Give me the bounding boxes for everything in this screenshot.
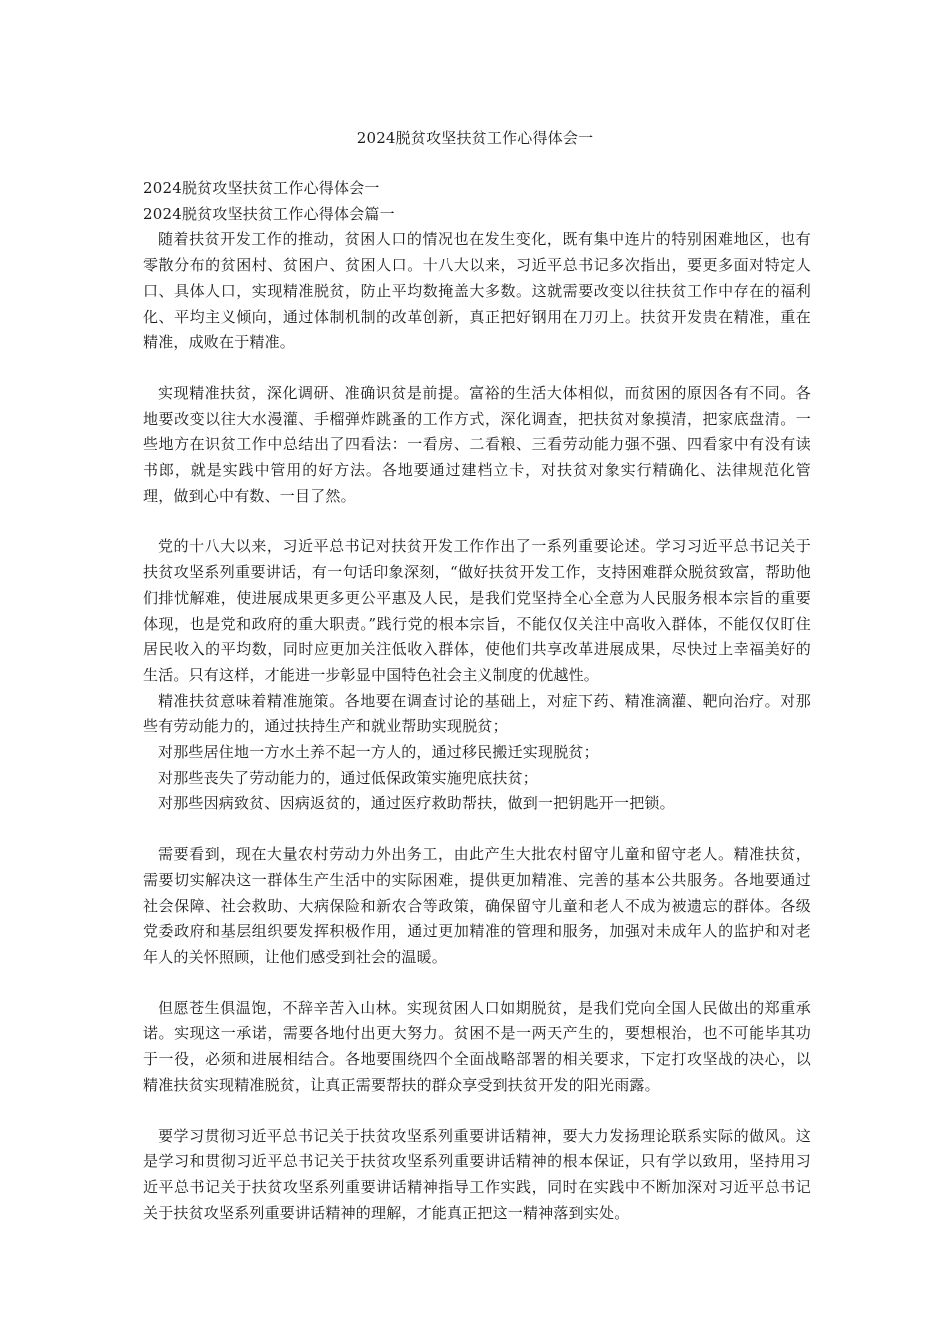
body-paragraph: 精准扶贫意味着精准施策。各地要在调查讨论的基础上，对症下药、精准滴灌、靶向治疗。对那些有劳动能力的，通过扶持生产和就业帮助实现脱贫； [143,691,811,736]
document-body [143,176,811,1226]
subtitle-line: 2024脱贫攻坚扶贫工作心得体会一 [143,179,380,197]
body-paragraph: 但愿苍生俱温饱，不辞辛苦入山林。实现贫困人口如期脱贫，是我们党向全国人民做出的郑重承诺。实现这一承诺，需要各地付出更大努力。贫困不是一两天产生的，要想根治，也不可能毕其功于一役，必须和进展相结合。各地要围绕四个全面战略部署的相关要求，下定打攻坚战的决心，以精准扶贫实现精准脱贫，让真正需要帮扶的群众享受到扶贫开发的阳光雨露。 [143,998,811,1094]
body-paragraph: 要学习贯彻习近平总书记关于扶贫攻坚系列重要讲话精神，要大力发扬理论联系实际的做风。这是学习和贯彻习近平总书记关于扶贫攻坚系列重要讲话精神的根本保证，只有学以致用，坚持用习近平总书记关于扶贫攻坚系列重要讲话精神指导工作实践，同时在实践中不断加深对习近平总书记关于扶贫攻坚系列重要讲话精神的理解，才能真正把这一精神落到实处。 [143,1126,811,1222]
document-title: 2024脱贫攻坚扶贫工作心得体会一 [356,129,594,147]
body-paragraph: 对那些因病致贫、因病返贫的，通过医疗救助帮扶，做到一把钥匙开一把锁。 [158,794,675,813]
body-paragraph: 党的十八大以来，习近平总书记对扶贫开发工作作出了一系列重要论述。学习习近平总书记关于扶贫攻坚系列重要讲话，有一句话印象深刻，“做好扶贫开发工作，支持困难群众脱贫致富，帮助他们排忧解难，使进展成果更多更公平惠及人民，是我们党坚持全心全意为人民服务根本宗旨的重要体现，也是党和政府的重大职责。”践行党的根本宗旨，不能仅仅关注中高收入群体，不能仅仅盯住居民收入的平均数，同时应更加关注低收入群体，使他们共享改革进展成果，尽快过上幸福美好的生活。只有这样，才能进一步彰显中国特色社会主义制度的优越性。 [143,537,811,684]
body-paragraph: 随着扶贫开发工作的推动，贫困人口的情况也在发生变化，既有集中连片的特别困难地区，也有零散分布的贫困村、贫困户、贫困人口。十八大以来，习近平总书记多次指出，要更多面对特定人口、具体人口，实现精准脱贫，防止平均数掩盖大多数。这就需要改变以往扶贫工作中存在的福利化、平均主义倾向，通过体制机制的改革创新，真正把好钢用在刀刃上。扶贫开发贵在精准，重在精准，成败在于精准。 [143,230,811,352]
body-paragraph: 对那些丧失了劳动能力的，通过低保政策实施兜底扶贫； [158,768,539,787]
body-paragraph: 对那些居住地一方水土养不起一方人的，通过移民搬迁实现脱贫； [158,743,599,762]
subtitle-line: 2024脱贫攻坚扶贫工作心得体会篇一 [143,204,395,223]
body-paragraph: 实现精准扶贫，深化调研、准确识贫是前提。富裕的生活大体相似，而贫困的原因各有不同。各地要改变以往大水漫灌、手榴弹炸跳蚤的工作方式，深化调查，把扶贫对象摸清，把家底盘清。一些地方在识贫工作中总结出了四看法：一看房、二看粮、三看劳动能力强不强、四看家中有没有读书郎，就是实践中管用的好方法。各地要通过建档立卡，对扶贫对象实行精确化、法律规范化管理，做到心中有数、一目了然。 [143,383,811,505]
body-paragraph: 需要看到，现在大量农村劳动力外出务工，由此产生大批农村留守儿童和留守老人。精准扶贫，需要切实解决这一群体生产生活中的实际困难，提供更加精准、完善的基本公共服务。各地要通过社会保障、社会救助、大病保险和新农合等政策，确保留守儿童和老人不成为被遗忘的群体。各级党委政府和基层组织要发挥积极作用，通过更加精准的管理和服务，加强对未成年人的监护和对老年人的关怀照顾，让他们感受到社会的温暖。 [143,845,811,966]
